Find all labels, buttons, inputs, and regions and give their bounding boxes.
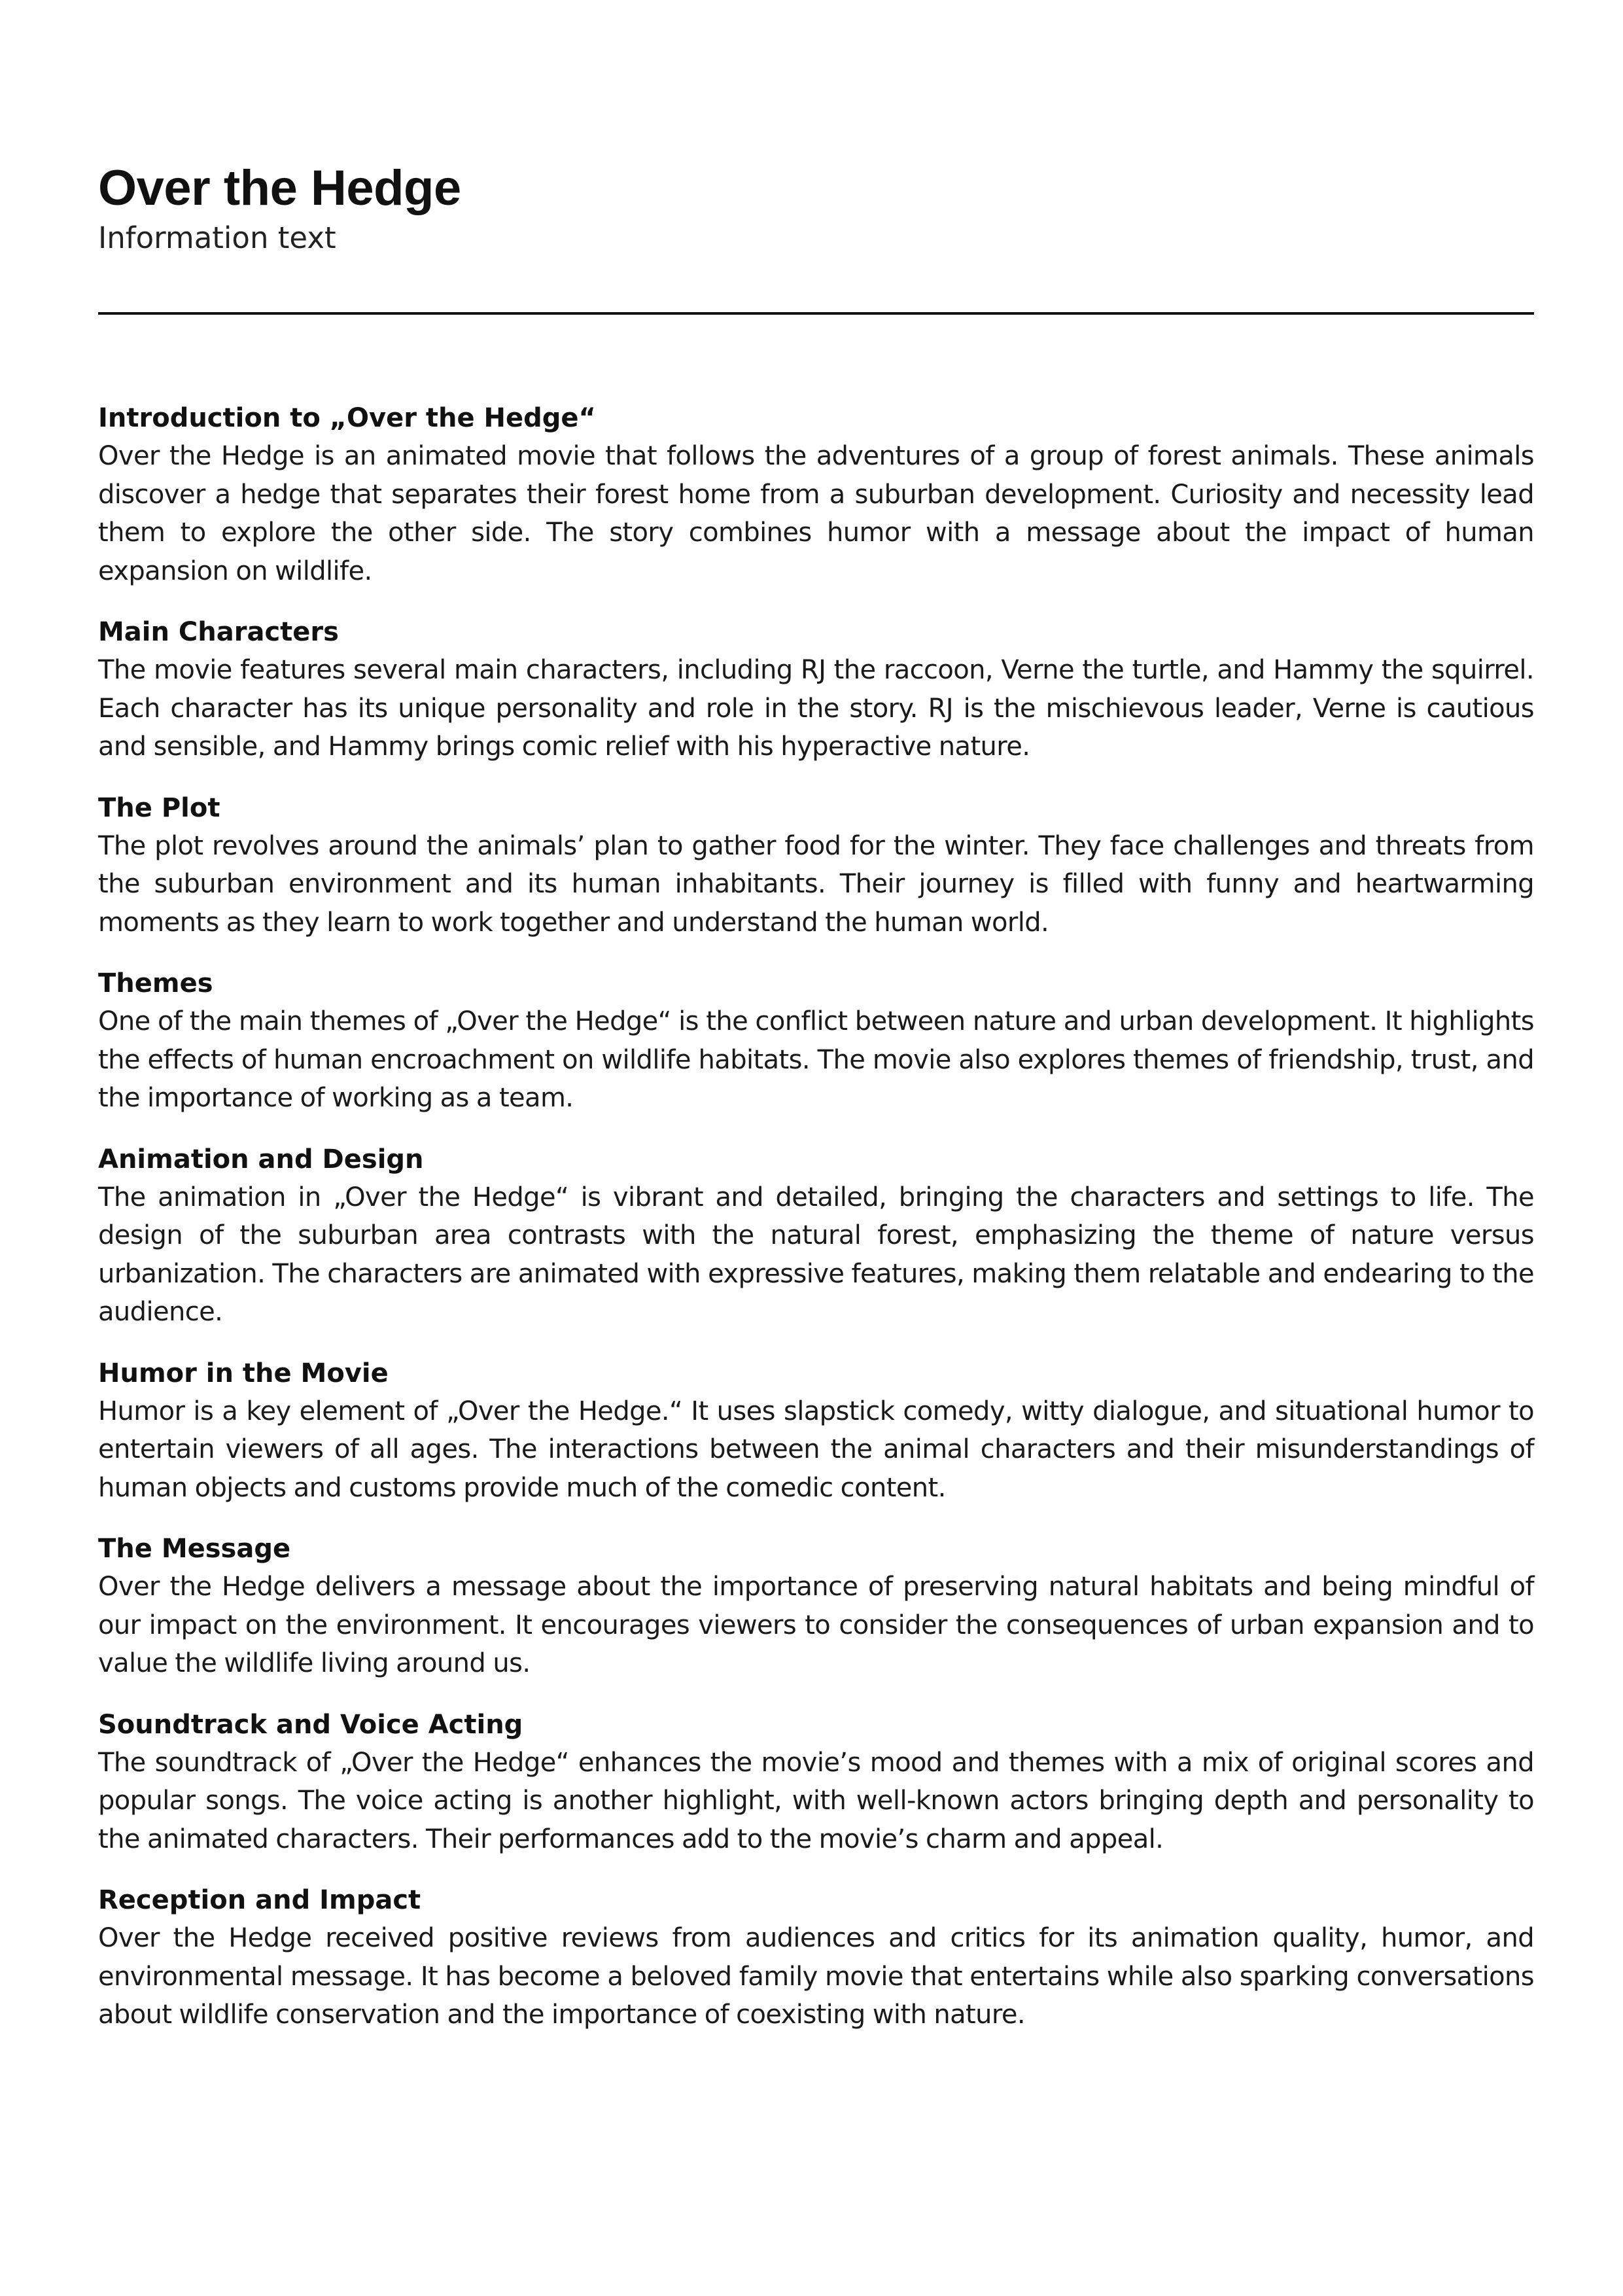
section-themes xyxy=(98,964,1534,1118)
header-divider xyxy=(98,312,1534,315)
section-humor xyxy=(98,1354,1534,1508)
section-heading: The Plot xyxy=(98,792,220,823)
section-paragraph: The movie features several main characters, including RJ the raccoon, Verne the turtle, and Hammy the squirrel. Each character has its unique personality and role in the story. RJ is the mischievous leader, Verne is cautious and sensible, and Hammy brings comic relief with his hyperactive nature. xyxy=(98,655,1534,762)
section-soundtrack-voice xyxy=(98,1706,1534,1859)
section-heading: Humor in the Movie xyxy=(98,1358,389,1388)
section-heading: Reception and Impact xyxy=(98,1885,421,1915)
section-heading: Main Characters xyxy=(98,617,339,647)
section-paragraph: Over the Hedge delivers a message about the importance of preserving natural habitats and being mindful of our impact on the environment. It encourages viewers to consider the consequences of urban expansion and to value the wildlife living around us. xyxy=(98,1572,1534,1678)
section-heading: Animation and Design xyxy=(98,1144,424,1174)
document-title: Over the Hedge xyxy=(98,160,461,216)
section-message xyxy=(98,1530,1534,1683)
section-main-characters xyxy=(98,613,1534,766)
section-paragraph: Over the Hedge received positive reviews from audiences and critics for its animation quality, humor, and environmental message. It has become a beloved family movie that entertains while also sparking conversations about wildlife conservation and the importance of coexisting with nature. xyxy=(98,1923,1534,2030)
document-subtitle: Information text xyxy=(98,221,336,255)
section-paragraph: One of the main themes of „Over the Hedge“ is the conflict between nature and urban development. It highlights the effects of human encroachment on wildlife habitats. The movie also explores themes of friendship, trust, and the importance of working as a team. xyxy=(98,1006,1534,1113)
section-introduction xyxy=(98,399,1534,590)
section-paragraph: The animation in „Over the Hedge“ is vibrant and detailed, bringing the characters and settings to life. The design of the suburban area contrasts with the natural forest, emphasizing the theme of nature versus urbanization. The characters are animated with expressive features, making them relatable and endearing to the audience. xyxy=(98,1182,1534,1327)
section-paragraph: Over the Hedge is an animated movie that follows the adventures of a group of forest animals. These animals discover a hedge that separates their forest home from a suburban development. Curiosity and necessity lead them to explore the other side. The story combines humor with a message about the impact of human expansion on wildlife. xyxy=(98,441,1534,586)
section-paragraph: The soundtrack of „Over the Hedge“ enhances the movie’s mood and themes with a mix of original scores and popular songs. The voice acting is another highlight, with well-known actors bringing depth and personality to the animated characters. Their performances add to the movie’s charm and appeal. xyxy=(98,1747,1534,1854)
section-reception-impact xyxy=(98,1881,1534,2034)
section-heading: Introduction to „Over the Hedge“ xyxy=(98,403,596,433)
section-heading: Themes xyxy=(98,968,213,998)
section-plot xyxy=(98,789,1534,942)
section-paragraph: The plot revolves around the animals’ plan to gather food for the winter. They face challenges and threats from the suburban environment and its human inhabitants. Their journey is filled with funny and heartwarming moments as they learn to work together and understand the human world. xyxy=(98,830,1534,938)
section-heading: Soundtrack and Voice Acting xyxy=(98,1709,523,1740)
section-paragraph: Humor is a key element of „Over the Hedge.“ It uses slapstick comedy, witty dialogue, and situational humor to entertain viewers of all ages. The interactions between the animal characters and their misunderstandings of human objects and customs provide much of the comedic content. xyxy=(98,1396,1534,1503)
section-animation-design xyxy=(98,1140,1534,1332)
section-heading: The Message xyxy=(98,1534,291,1564)
document-body xyxy=(98,399,1534,2057)
